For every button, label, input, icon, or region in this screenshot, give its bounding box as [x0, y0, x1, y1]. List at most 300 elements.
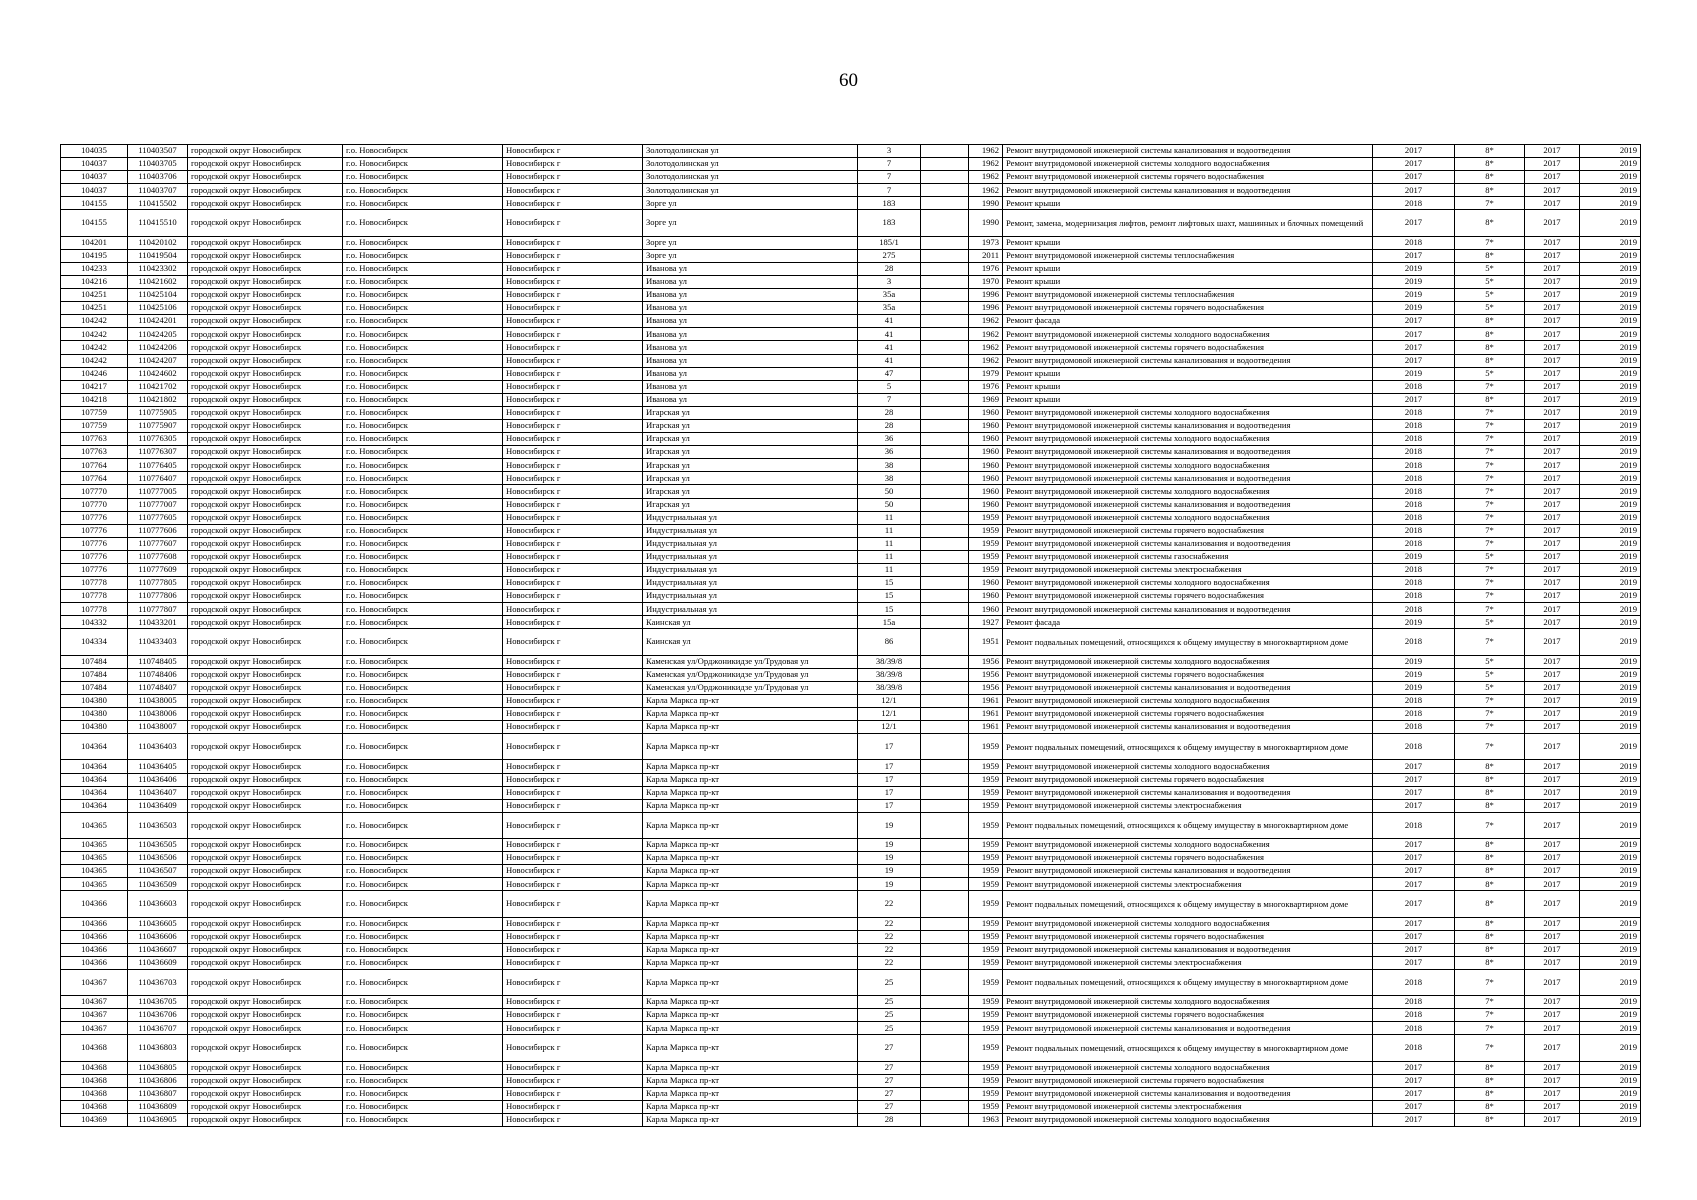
cell-plan-year: 2018 — [1373, 969, 1455, 995]
cell-period-start: 2017 — [1525, 969, 1580, 995]
cell-municipal-district: городской округ Новосибирск — [188, 943, 343, 956]
cell-building — [921, 708, 969, 721]
cell-period-end: 2019 — [1580, 1087, 1641, 1100]
cell-plan-year: 2019 — [1373, 367, 1455, 380]
cell-work-type: Ремонт крыши — [1003, 380, 1373, 393]
cell-street: Иванова ул — [643, 341, 858, 354]
cell-work-type: Ремонт внутридомовой инженерной системы горячего водоснабжения — [1003, 930, 1373, 943]
cell-street: Иванова ул — [643, 302, 858, 315]
cell-street: Зорге ул — [643, 210, 858, 236]
cell-year-built: 1959 — [969, 891, 1003, 917]
cell-house-id: 104195 — [61, 249, 128, 262]
cell-house-number: 38/39/8 — [858, 668, 921, 681]
cell-plan-year: 2017 — [1373, 852, 1455, 865]
cell-year-built: 1959 — [969, 564, 1003, 577]
cell-work-type: Ремонт подвальных помещений, относящихся к общему имуществу в многоквартирном доме — [1003, 969, 1373, 995]
cell-settlement: г.о. Новосибирск — [343, 616, 503, 629]
cell-house-id: 104366 — [61, 930, 128, 943]
cell-street: Иванова ул — [643, 354, 858, 367]
cell-municipal-district: городской округ Новосибирск — [188, 1035, 343, 1061]
cell-period-end: 2019 — [1580, 380, 1641, 393]
cell-period-end: 2019 — [1580, 969, 1641, 995]
cell-priority: 7* — [1455, 446, 1525, 459]
cell-work-id: 110777607 — [128, 537, 188, 550]
table-row — [61, 969, 1641, 995]
cell-settlement: г.о. Новосибирск — [343, 969, 503, 995]
table-row — [61, 485, 1641, 498]
table-row — [61, 773, 1641, 786]
cell-work-type: Ремонт подвальных помещений, относящихся к общему имуществу в многоквартирном доме — [1003, 734, 1373, 760]
cell-settlement: г.о. Новосибирск — [343, 943, 503, 956]
cell-house-number: 7 — [858, 184, 921, 197]
cell-year-built: 1969 — [969, 393, 1003, 406]
cell-plan-year: 2017 — [1373, 943, 1455, 956]
cell-priority: 7* — [1455, 1035, 1525, 1061]
cell-work-id: 110403705 — [128, 158, 188, 171]
cell-house-id: 104366 — [61, 956, 128, 969]
cell-period-start: 2017 — [1525, 1113, 1580, 1126]
cell-work-type: Ремонт крыши — [1003, 236, 1373, 249]
cell-period-end: 2019 — [1580, 694, 1641, 707]
table-row — [61, 236, 1641, 249]
cell-street: Игарская ул — [643, 419, 858, 432]
cell-building — [921, 655, 969, 668]
cell-period-start: 2017 — [1525, 511, 1580, 524]
cell-building — [921, 996, 969, 1009]
cell-building — [921, 302, 969, 315]
cell-year-built: 1959 — [969, 773, 1003, 786]
cell-work-id: 110403507 — [128, 145, 188, 158]
cell-year-built: 1959 — [969, 537, 1003, 550]
cell-house-number: 38/39/8 — [858, 681, 921, 694]
cell-building — [921, 236, 969, 249]
cell-settlement: г.о. Новосибирск — [343, 1087, 503, 1100]
cell-house-id: 104367 — [61, 1009, 128, 1022]
cell-house-id: 104364 — [61, 773, 128, 786]
table-row — [61, 289, 1641, 302]
cell-work-id: 110436403 — [128, 734, 188, 760]
cell-plan-year: 2019 — [1373, 302, 1455, 315]
cell-building — [921, 289, 969, 302]
cell-municipal-district: городской округ Новосибирск — [188, 145, 343, 158]
cell-settlement: г.о. Новосибирск — [343, 1009, 503, 1022]
cell-work-id: 110403707 — [128, 184, 188, 197]
table-row — [61, 1009, 1641, 1022]
cell-house-id: 107763 — [61, 433, 128, 446]
cell-period-end: 2019 — [1580, 603, 1641, 616]
cell-work-type: Ремонт крыши — [1003, 197, 1373, 210]
cell-house-id: 104367 — [61, 1022, 128, 1035]
table-row — [61, 590, 1641, 603]
cell-period-end: 2019 — [1580, 1009, 1641, 1022]
cell-house-number: 22 — [858, 943, 921, 956]
cell-settlement: г.о. Новосибирск — [343, 485, 503, 498]
cell-period-start: 2017 — [1525, 564, 1580, 577]
cell-period-end: 2019 — [1580, 315, 1641, 328]
table-row — [61, 852, 1641, 865]
cell-building — [921, 694, 969, 707]
cell-locality: Новосибирск г — [503, 1113, 643, 1126]
cell-work-id: 110438005 — [128, 694, 188, 707]
cell-street: Карла Маркса пр-кт — [643, 1113, 858, 1126]
cell-building — [921, 838, 969, 851]
cell-work-id: 110777605 — [128, 511, 188, 524]
cell-locality: Новосибирск г — [503, 930, 643, 943]
cell-house-number: 15а — [858, 616, 921, 629]
cell-plan-year: 2018 — [1373, 380, 1455, 393]
cell-year-built: 1960 — [969, 498, 1003, 511]
cell-municipal-district: городской округ Новосибирск — [188, 1074, 343, 1087]
cell-work-id: 110777007 — [128, 498, 188, 511]
cell-work-type: Ремонт внутридомовой инженерной системы канализования и водоотведения — [1003, 1022, 1373, 1035]
cell-street: Карла Маркса пр-кт — [643, 996, 858, 1009]
cell-plan-year: 2017 — [1373, 1100, 1455, 1113]
cell-priority: 8* — [1455, 210, 1525, 236]
table-row — [61, 943, 1641, 956]
cell-street: Индустриальная ул — [643, 590, 858, 603]
table-row — [61, 564, 1641, 577]
cell-plan-year: 2018 — [1373, 694, 1455, 707]
cell-period-end: 2019 — [1580, 145, 1641, 158]
cell-period-start: 2017 — [1525, 1022, 1580, 1035]
table-row — [61, 393, 1641, 406]
cell-work-id: 110748407 — [128, 681, 188, 694]
cell-settlement: г.о. Новосибирск — [343, 996, 503, 1009]
cell-building — [921, 668, 969, 681]
cell-house-id: 104035 — [61, 145, 128, 158]
cell-locality: Новосибирск г — [503, 433, 643, 446]
cell-municipal-district: городской округ Новосибирск — [188, 865, 343, 878]
cell-work-type: Ремонт внутридомовой инженерной системы электроснабжения — [1003, 878, 1373, 891]
cell-building — [921, 773, 969, 786]
cell-work-type: Ремонт внутридомовой инженерной системы холодного водоснабжения — [1003, 760, 1373, 773]
cell-building — [921, 171, 969, 184]
cell-work-id: 110436406 — [128, 773, 188, 786]
cell-plan-year: 2018 — [1373, 236, 1455, 249]
table-row — [61, 1087, 1641, 1100]
table-row — [61, 956, 1641, 969]
cell-locality: Новосибирск г — [503, 956, 643, 969]
cell-house-number: 12/1 — [858, 694, 921, 707]
cell-locality: Новосибирск г — [503, 852, 643, 865]
cell-municipal-district: городской округ Новосибирск — [188, 996, 343, 1009]
cell-priority: 8* — [1455, 917, 1525, 930]
cell-year-built: 1951 — [969, 629, 1003, 655]
cell-period-end: 2019 — [1580, 812, 1641, 838]
cell-street: Карла Маркса пр-кт — [643, 1100, 858, 1113]
cell-priority: 7* — [1455, 577, 1525, 590]
cell-house-id: 107776 — [61, 564, 128, 577]
cell-plan-year: 2018 — [1373, 708, 1455, 721]
cell-year-built: 1996 — [969, 289, 1003, 302]
cell-settlement: г.о. Новосибирск — [343, 721, 503, 734]
cell-work-id: 110423302 — [128, 262, 188, 275]
cell-priority: 7* — [1455, 236, 1525, 249]
cell-year-built: 1959 — [969, 1100, 1003, 1113]
cell-year-built: 1959 — [969, 838, 1003, 851]
cell-work-type: Ремонт подвальных помещений, относящихся к общему имуществу в многоквартирном доме — [1003, 1035, 1373, 1061]
cell-building — [921, 184, 969, 197]
cell-settlement: г.о. Новосибирск — [343, 956, 503, 969]
cell-building — [921, 498, 969, 511]
cell-locality: Новосибирск г — [503, 878, 643, 891]
cell-building — [921, 328, 969, 341]
cell-work-type: Ремонт внутридомовой инженерной системы холодного водоснабжения — [1003, 459, 1373, 472]
cell-locality: Новосибирск г — [503, 1009, 643, 1022]
cell-municipal-district: городской округ Новосибирск — [188, 1087, 343, 1100]
cell-plan-year: 2018 — [1373, 197, 1455, 210]
cell-work-id: 110424207 — [128, 354, 188, 367]
cell-year-built: 1960 — [969, 472, 1003, 485]
cell-settlement: г.о. Новосибирск — [343, 393, 503, 406]
cell-settlement: г.о. Новосибирск — [343, 1100, 503, 1113]
cell-settlement: г.о. Новосибирск — [343, 524, 503, 537]
table-row — [61, 459, 1641, 472]
cell-period-end: 2019 — [1580, 289, 1641, 302]
cell-street: Иванова ул — [643, 262, 858, 275]
cell-period-start: 2017 — [1525, 956, 1580, 969]
cell-settlement: г.о. Новосибирск — [343, 878, 503, 891]
cell-period-end: 2019 — [1580, 1074, 1641, 1087]
cell-period-end: 2019 — [1580, 275, 1641, 288]
cell-locality: Новосибирск г — [503, 564, 643, 577]
cell-priority: 7* — [1455, 996, 1525, 1009]
cell-work-id: 110777806 — [128, 590, 188, 603]
cell-house-id: 107763 — [61, 446, 128, 459]
table-row — [61, 865, 1641, 878]
cell-house-number: 47 — [858, 367, 921, 380]
cell-settlement: г.о. Новосибирск — [343, 302, 503, 315]
cell-period-start: 2017 — [1525, 590, 1580, 603]
cell-building — [921, 380, 969, 393]
cell-municipal-district: городской округ Новосибирск — [188, 603, 343, 616]
cell-settlement: г.о. Новосибирск — [343, 459, 503, 472]
table-row — [61, 668, 1641, 681]
cell-street: Зорге ул — [643, 197, 858, 210]
cell-work-type: Ремонт внутридомовой инженерной системы канализования и водоотведения — [1003, 498, 1373, 511]
cell-year-built: 1976 — [969, 262, 1003, 275]
cell-year-built: 1959 — [969, 996, 1003, 1009]
table-row — [61, 341, 1641, 354]
cell-building — [921, 158, 969, 171]
cell-settlement: г.о. Новосибирск — [343, 341, 503, 354]
cell-period-end: 2019 — [1580, 367, 1641, 380]
cell-period-end: 2019 — [1580, 537, 1641, 550]
cell-priority: 7* — [1455, 734, 1525, 760]
cell-house-number: 11 — [858, 511, 921, 524]
cell-locality: Новосибирск г — [503, 1074, 643, 1087]
cell-municipal-district: городской округ Новосибирск — [188, 262, 343, 275]
cell-house-number: 22 — [858, 956, 921, 969]
cell-house-id: 104365 — [61, 865, 128, 878]
cell-period-start: 2017 — [1525, 236, 1580, 249]
cell-locality: Новосибирск г — [503, 943, 643, 956]
cell-settlement: г.о. Новосибирск — [343, 1022, 503, 1035]
cell-priority: 8* — [1455, 760, 1525, 773]
table-row — [61, 681, 1641, 694]
cell-plan-year: 2018 — [1373, 1035, 1455, 1061]
cell-locality: Новосибирск г — [503, 537, 643, 550]
cell-period-start: 2017 — [1525, 577, 1580, 590]
cell-plan-year: 2019 — [1373, 550, 1455, 563]
cell-municipal-district: городской округ Новосибирск — [188, 498, 343, 511]
cell-work-type: Ремонт внутридомовой инженерной системы холодного водоснабжения — [1003, 511, 1373, 524]
cell-settlement: г.о. Новосибирск — [343, 708, 503, 721]
cell-locality: Новосибирск г — [503, 197, 643, 210]
table-row — [61, 275, 1641, 288]
cell-municipal-district: городской округ Новосибирск — [188, 917, 343, 930]
table-row — [61, 786, 1641, 799]
cell-period-start: 2017 — [1525, 197, 1580, 210]
cell-house-number: 19 — [858, 852, 921, 865]
cell-building — [921, 1022, 969, 1035]
cell-period-end: 2019 — [1580, 786, 1641, 799]
cell-locality: Новосибирск г — [503, 262, 643, 275]
cell-locality: Новосибирск г — [503, 302, 643, 315]
cell-house-number: 17 — [858, 799, 921, 812]
cell-house-id: 104368 — [61, 1074, 128, 1087]
cell-street: Карла Маркса пр-кт — [643, 734, 858, 760]
cell-work-type: Ремонт внутридомовой инженерной системы канализования и водоотведения — [1003, 786, 1373, 799]
cell-work-type: Ремонт крыши — [1003, 367, 1373, 380]
cell-street: Иванова ул — [643, 380, 858, 393]
cell-priority: 5* — [1455, 655, 1525, 668]
cell-building — [921, 969, 969, 995]
cell-year-built: 1962 — [969, 328, 1003, 341]
cell-year-built: 1962 — [969, 184, 1003, 197]
cell-plan-year: 2017 — [1373, 1087, 1455, 1100]
cell-year-built: 1959 — [969, 930, 1003, 943]
cell-settlement: г.о. Новосибирск — [343, 799, 503, 812]
cell-municipal-district: городской округ Новосибирск — [188, 1061, 343, 1074]
cell-work-id: 110436407 — [128, 786, 188, 799]
cell-work-type: Ремонт внутридомовой инженерной системы холодного водоснабжения — [1003, 917, 1373, 930]
cell-work-type: Ремонт подвальных помещений, относящихся к общему имуществу в многоквартирном доме — [1003, 812, 1373, 838]
cell-street: Индустриальная ул — [643, 524, 858, 537]
cell-period-start: 2017 — [1525, 786, 1580, 799]
cell-plan-year: 2018 — [1373, 485, 1455, 498]
table-row — [61, 878, 1641, 891]
cell-work-id: 110415502 — [128, 197, 188, 210]
cell-settlement: г.о. Новосибирск — [343, 655, 503, 668]
cell-house-id: 104368 — [61, 1100, 128, 1113]
table-row — [61, 812, 1641, 838]
cell-plan-year: 2019 — [1373, 668, 1455, 681]
cell-locality: Новосибирск г — [503, 838, 643, 851]
cell-plan-year: 2019 — [1373, 655, 1455, 668]
cell-work-id: 110424602 — [128, 367, 188, 380]
cell-locality: Новосибирск г — [503, 694, 643, 707]
cell-priority: 7* — [1455, 694, 1525, 707]
cell-period-start: 2017 — [1525, 472, 1580, 485]
cell-street: Карла Маркса пр-кт — [643, 852, 858, 865]
cell-year-built: 1960 — [969, 590, 1003, 603]
cell-house-number: 27 — [858, 1035, 921, 1061]
cell-locality: Новосибирск г — [503, 969, 643, 995]
cell-period-start: 2017 — [1525, 406, 1580, 419]
cell-street: Игарская ул — [643, 498, 858, 511]
cell-year-built: 1961 — [969, 721, 1003, 734]
cell-period-end: 2019 — [1580, 590, 1641, 603]
cell-locality: Новосибирск г — [503, 315, 643, 328]
cell-plan-year: 2017 — [1373, 838, 1455, 851]
cell-street: Игарская ул — [643, 459, 858, 472]
cell-locality: Новосибирск г — [503, 786, 643, 799]
cell-settlement: г.о. Новосибирск — [343, 760, 503, 773]
cell-period-start: 2017 — [1525, 852, 1580, 865]
cell-period-start: 2017 — [1525, 249, 1580, 262]
cell-period-end: 2019 — [1580, 681, 1641, 694]
cell-year-built: 1962 — [969, 341, 1003, 354]
cell-work-id: 110438006 — [128, 708, 188, 721]
cell-priority: 7* — [1455, 537, 1525, 550]
cell-priority: 8* — [1455, 1100, 1525, 1113]
cell-work-id: 110777807 — [128, 603, 188, 616]
cell-municipal-district: городской округ Новосибирск — [188, 446, 343, 459]
cell-settlement: г.о. Новосибирск — [343, 249, 503, 262]
cell-work-id: 110424205 — [128, 328, 188, 341]
table-row — [61, 1061, 1641, 1074]
cell-locality: Новосибирск г — [503, 367, 643, 380]
cell-priority: 7* — [1455, 969, 1525, 995]
cell-street: Каменская ул/Орджоникидзе ул/Трудовая ул — [643, 668, 858, 681]
cell-settlement: г.о. Новосибирск — [343, 158, 503, 171]
cell-work-type: Ремонт внутридомовой инженерной системы холодного водоснабжения — [1003, 433, 1373, 446]
cell-building — [921, 629, 969, 655]
cell-period-start: 2017 — [1525, 171, 1580, 184]
cell-street: Иванова ул — [643, 367, 858, 380]
cell-priority: 7* — [1455, 419, 1525, 432]
cell-house-number: 36 — [858, 433, 921, 446]
cell-settlement: г.о. Новосибирск — [343, 564, 503, 577]
cell-street: Карла Маркса пр-кт — [643, 786, 858, 799]
cell-year-built: 1959 — [969, 799, 1003, 812]
cell-priority: 8* — [1455, 341, 1525, 354]
cell-building — [921, 930, 969, 943]
cell-priority: 7* — [1455, 590, 1525, 603]
table-row — [61, 262, 1641, 275]
cell-street: Карла Маркса пр-кт — [643, 1009, 858, 1022]
cell-settlement: г.о. Новосибирск — [343, 511, 503, 524]
cell-house-number: 12/1 — [858, 708, 921, 721]
cell-work-type: Ремонт внутридомовой инженерной системы горячего водоснабжения — [1003, 590, 1373, 603]
cell-priority: 7* — [1455, 1009, 1525, 1022]
cell-settlement: г.о. Новосибирск — [343, 419, 503, 432]
cell-building — [921, 354, 969, 367]
cell-house-id: 104218 — [61, 393, 128, 406]
cell-building — [921, 210, 969, 236]
cell-building — [921, 760, 969, 773]
cell-locality: Новосибирск г — [503, 996, 643, 1009]
cell-house-id: 104242 — [61, 315, 128, 328]
cell-year-built: 1960 — [969, 459, 1003, 472]
cell-street: Карла Маркса пр-кт — [643, 930, 858, 943]
cell-work-type: Ремонт подвальных помещений, относящихся к общему имуществу в многоквартирном доме — [1003, 891, 1373, 917]
cell-period-start: 2017 — [1525, 773, 1580, 786]
cell-house-number: 41 — [858, 328, 921, 341]
cell-settlement: г.о. Новосибирск — [343, 786, 503, 799]
cell-work-id: 110424206 — [128, 341, 188, 354]
cell-period-end: 2019 — [1580, 708, 1641, 721]
cell-settlement: г.о. Новосибирск — [343, 328, 503, 341]
cell-street: Каинская ул — [643, 629, 858, 655]
cell-house-id: 104217 — [61, 380, 128, 393]
cell-building — [921, 1035, 969, 1061]
cell-street: Иванова ул — [643, 328, 858, 341]
cell-house-number: 50 — [858, 498, 921, 511]
cell-period-start: 2017 — [1525, 289, 1580, 302]
cell-plan-year: 2017 — [1373, 917, 1455, 930]
